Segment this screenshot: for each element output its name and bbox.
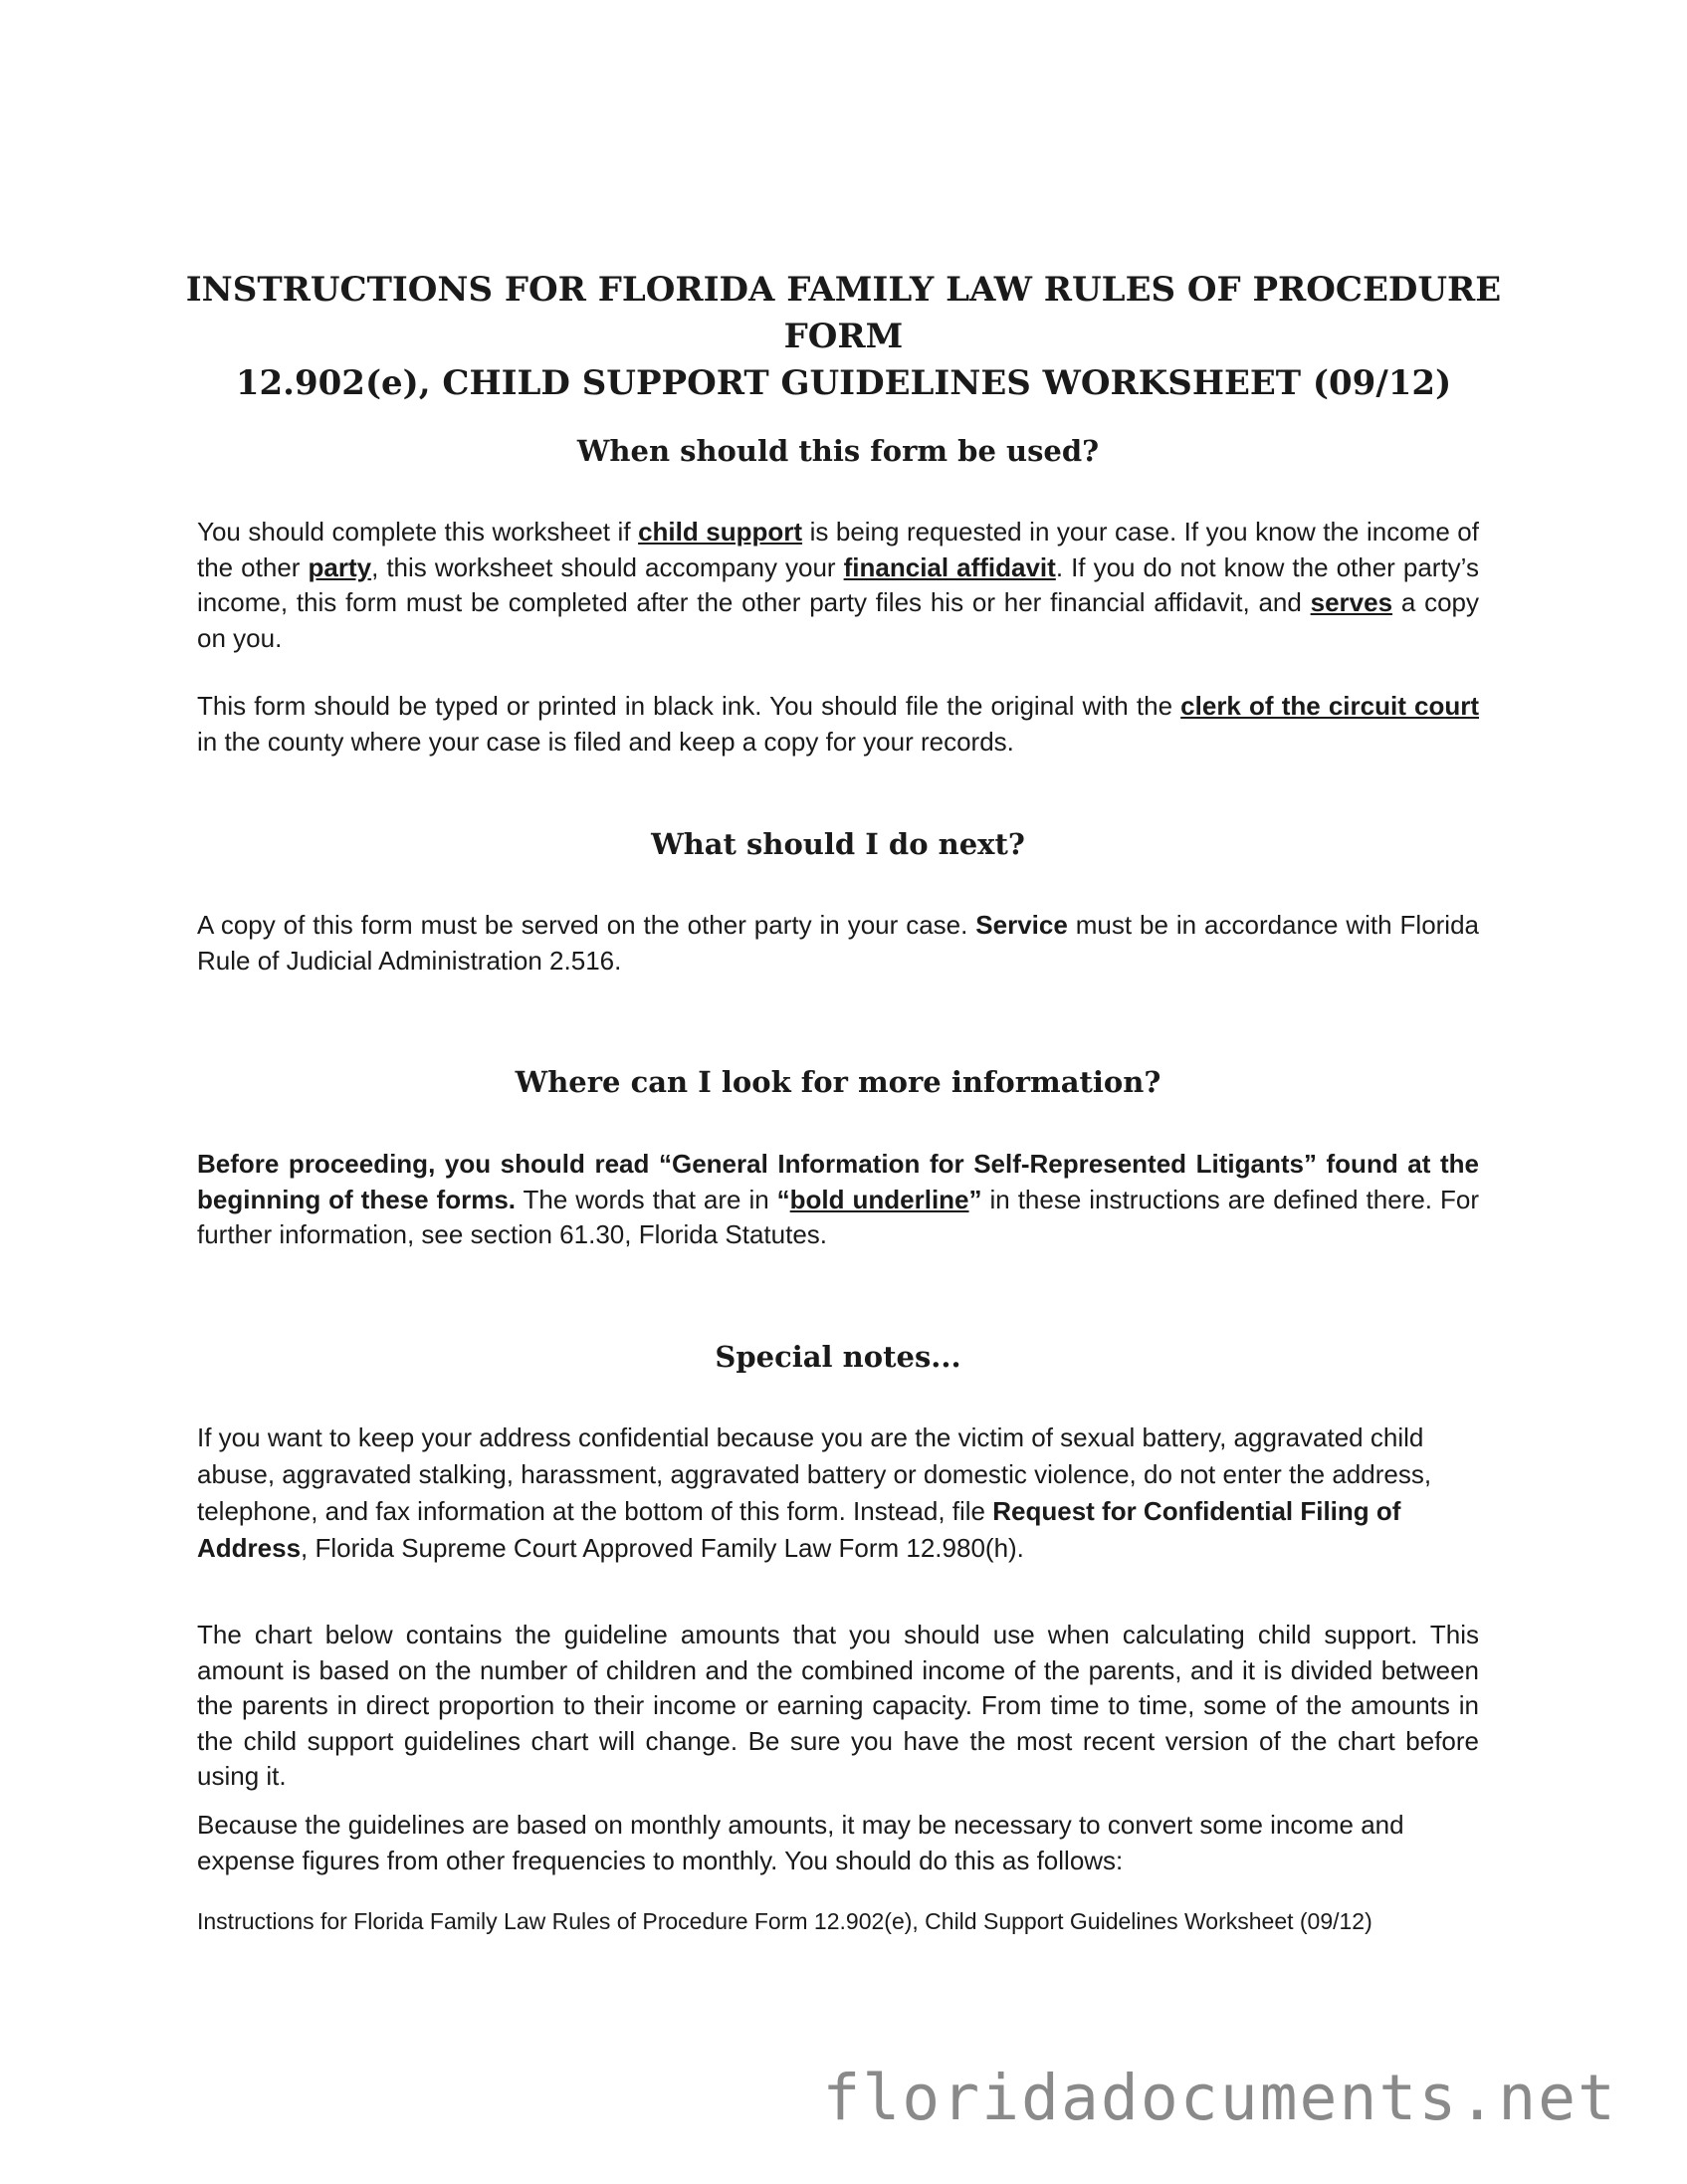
quote-close: ” <box>968 1184 982 1214</box>
text-run: This form should be typed or printed in black ink. You should file the original with the <box>197 691 1181 721</box>
page-footer: Instructions for Florida Family Law Rules of Procedure Form 12.902(e), Child Support Guidelines Worksheet (09/12) <box>197 1908 1372 1934</box>
text-run: The words that are in <box>516 1184 777 1214</box>
text-run: You should complete this worksheet if <box>197 517 639 546</box>
heading-what-next: What should I do next? <box>651 827 1025 861</box>
paragraph-monthly-conversion: Because the guidelines are based on monthly amounts, it may be necessary to convert some income and expense figures from other frequencies to monthly. You should do this as follows: <box>197 1810 1404 1875</box>
paragraph-more-info <box>197 1147 1479 1253</box>
page-title-line-1: INSTRUCTIONS FOR FLORIDA FAMILY LAW RULES OF PROCEDURE FORM <box>185 270 1502 356</box>
paragraph-filing <box>197 689 1479 760</box>
bold-before-proceeding: Before proceeding, you should read “General Information for Self-Represented Litigants” found at the beginning of these forms. <box>197 1149 1479 1214</box>
text-run: is being requested in your case. If you know the income of the other <box>197 517 1479 582</box>
term-bold-underline: bold underline <box>789 1184 969 1214</box>
term-service: Service <box>975 910 1068 940</box>
quote-open: “ <box>776 1184 790 1214</box>
text-run: If you want to keep your address confidential because you are the victim of sexual battery, aggravated child abuse, aggravated stalking, harassment, aggravated battery or domestic violence, do not enter the address, telephone, and fax information at the bottom of this form. Instead, file <box>197 1422 1432 1526</box>
text-run: , Florida Supreme Court Approved Family Law Form 12.980(h). <box>301 1533 1024 1563</box>
paragraph-guideline-chart: The chart below contains the guideline amounts that you should use when calculating child support. This amount is based on the number of children and the combined income of the parents, and it is divided between the parents in direct proportion to their income or earning capacity. From time to time, some of the amounts in the child support guidelines chart will change. Be sure you have the most recent version of the chart before using it. <box>197 1620 1479 1791</box>
page-title <box>149 267 1538 407</box>
paragraph-confidential-address <box>197 1420 1479 1567</box>
text-run: . If you do not know the other party’s income, this form must be completed after the other party files his or her financial affidavit, and <box>197 551 1479 617</box>
term-serves: serves <box>1310 587 1393 617</box>
form-name-confidential-filing: Request for Confidential Filing of Address <box>197 1496 1401 1563</box>
heading-when-used: When should this form be used? <box>576 434 1100 468</box>
text-run: , this worksheet should accompany your <box>371 551 844 582</box>
term-child-support: child support <box>638 517 803 546</box>
text-run: in these instructions are defined there. For further information, see section 61.30, Florida Statutes. <box>197 1184 1479 1249</box>
watermark: floridadocuments.net <box>822 2062 1617 2134</box>
term-financial-affidavit: financial affidavit <box>843 551 1056 582</box>
heading-special-notes: Special notes... <box>715 1340 961 1374</box>
text-run: A copy of this form must be served on the other party in your case. <box>197 910 976 940</box>
text-run: in the county where your case is filed and keep a copy for your records. <box>197 726 1014 757</box>
text-run: must be in accordance with Florida Rule of Judicial Administration 2.516. <box>197 910 1480 976</box>
heading-more-info: Where can I look for more information? <box>515 1065 1161 1099</box>
text-run: a copy on you. <box>197 587 1479 653</box>
page-title-line-2: 12.902(e), CHILD SUPPORT GUIDELINES WORKSHEET (09/12) <box>235 363 1452 403</box>
paragraph-when-used <box>197 515 1479 656</box>
paragraph-what-next <box>197 908 1479 979</box>
term-clerk-of-circuit-court: clerk of the circuit court <box>1180 691 1479 721</box>
term-party: party <box>308 551 372 582</box>
